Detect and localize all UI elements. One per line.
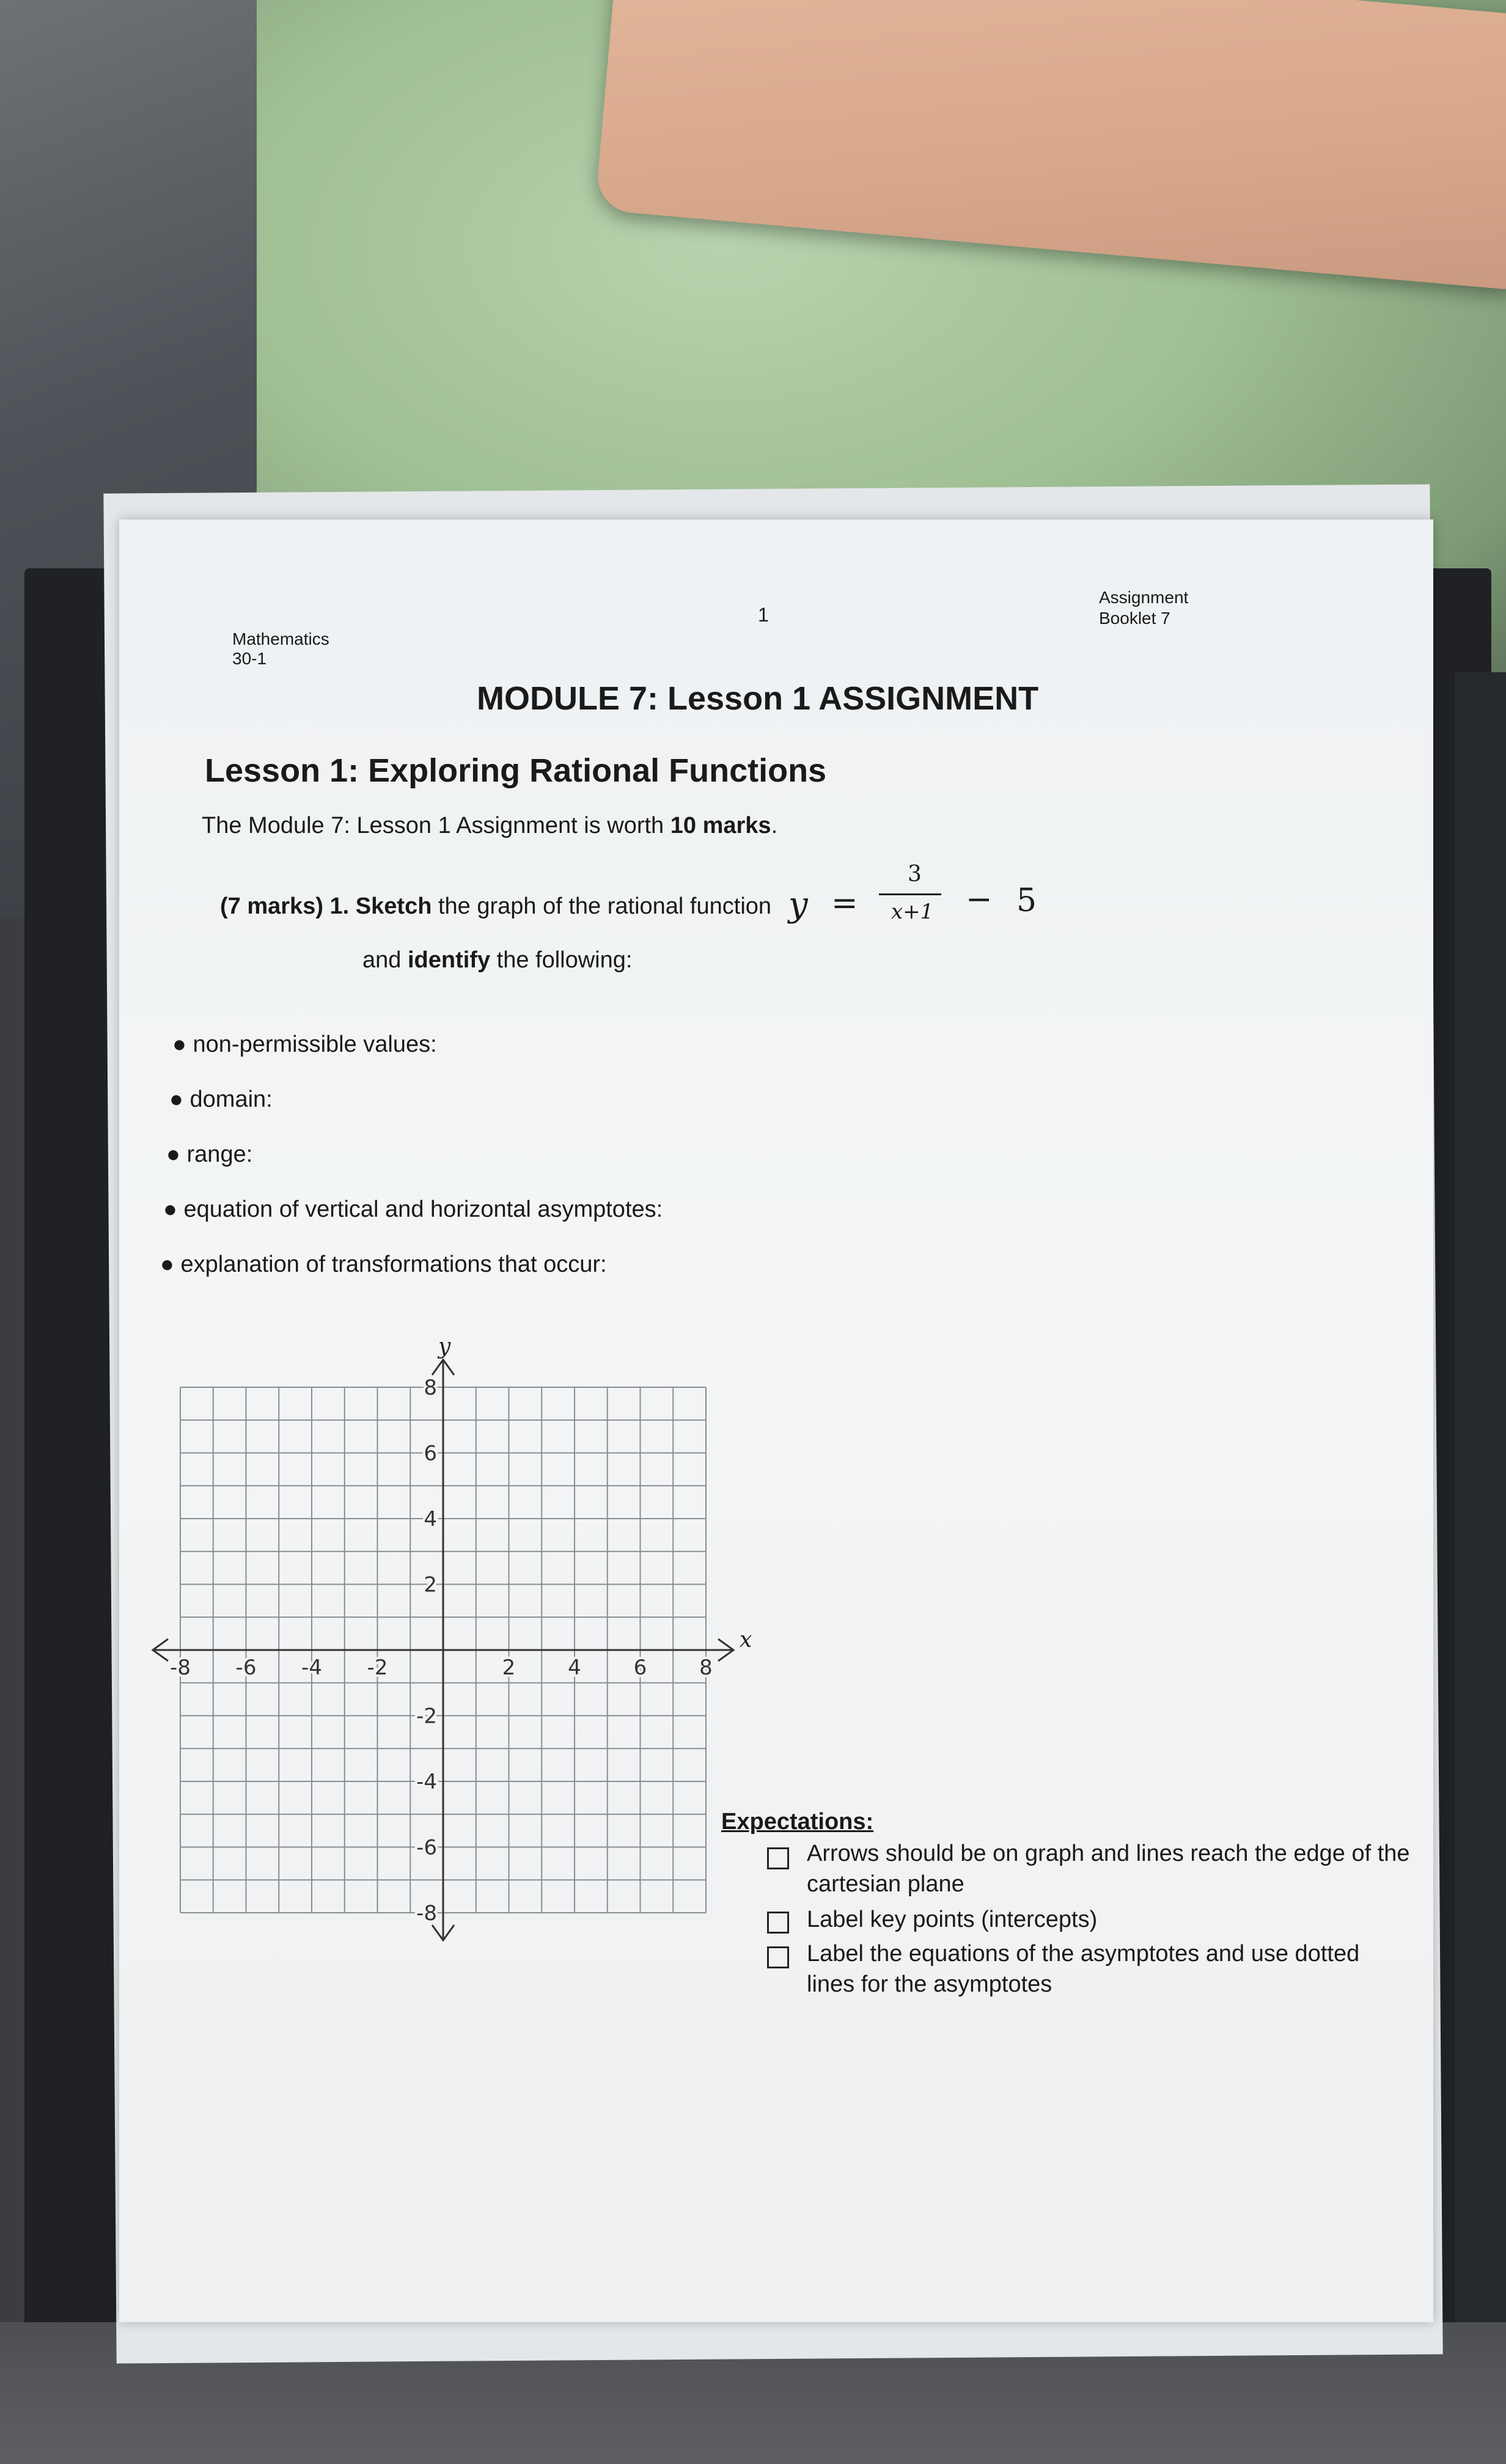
x-tick-label: 6 bbox=[633, 1656, 647, 1680]
bullet-range bbox=[166, 1142, 252, 1168]
assignment-page bbox=[119, 519, 1433, 2322]
x-tick-labels bbox=[170, 1656, 713, 1680]
bullet-text: explanation of transformations that occur: bbox=[180, 1252, 607, 1277]
bullet-dot: ● bbox=[172, 1032, 186, 1057]
y-tick-label: -8 bbox=[416, 1901, 437, 1926]
equation-denominator: x+1 bbox=[891, 900, 934, 924]
line2-bold: identify bbox=[407, 947, 491, 973]
bullet-text: range: bbox=[186, 1142, 253, 1167]
question-line2 bbox=[362, 947, 632, 974]
bullet-asymptotes bbox=[163, 1197, 663, 1223]
x-tick-label: -6 bbox=[235, 1656, 257, 1680]
x-tick-label: 8 bbox=[699, 1656, 713, 1680]
y-tick-label: -2 bbox=[416, 1704, 437, 1729]
x-tick-label: -4 bbox=[301, 1656, 322, 1680]
line2-suffix: the following: bbox=[490, 947, 633, 973]
booklet-label-line1: Assignment bbox=[1099, 588, 1189, 607]
worth-marks: 10 marks bbox=[670, 813, 771, 838]
expectation-3-line2: lines for the asymptotes bbox=[807, 1971, 1052, 1997]
x-tick-label: 2 bbox=[502, 1656, 516, 1680]
expectation-1-line1: Arrows should be on graph and lines reach the edge of the bbox=[807, 1841, 1410, 1866]
expectation-checkbox-1[interactable] bbox=[767, 1847, 789, 1869]
y-tick-label: -6 bbox=[416, 1835, 437, 1860]
equation-operator: − bbox=[966, 881, 993, 918]
course-code: 30-1 bbox=[232, 649, 267, 668]
expectation-checkbox-3[interactable] bbox=[767, 1946, 789, 1968]
y-axis-label: y bbox=[438, 1338, 451, 1359]
x-axis-label: x bbox=[740, 1627, 752, 1652]
question-marks: (7 marks) 1. bbox=[220, 893, 350, 919]
axes bbox=[153, 1360, 733, 1940]
y-tick-label: 6 bbox=[424, 1441, 437, 1466]
equation-lhs: y bbox=[788, 885, 808, 925]
equation-constant: 5 bbox=[1016, 882, 1037, 919]
line2-prefix: and bbox=[362, 947, 408, 973]
cartesian-graph[interactable] bbox=[128, 1338, 770, 2011]
bullet-dot: ● bbox=[169, 1087, 183, 1112]
lesson-title: Lesson 1: Exploring Rational Functions bbox=[205, 752, 827, 789]
page-number: 1 bbox=[758, 604, 769, 626]
worth-prefix: The Module 7: Lesson 1 Assignment is worth bbox=[202, 813, 670, 838]
course-name: Mathematics bbox=[232, 629, 329, 648]
bullet-text: equation of vertical and horizontal asymptotes: bbox=[183, 1197, 663, 1222]
bullet-dot: ● bbox=[160, 1252, 174, 1277]
question-1 bbox=[220, 893, 771, 920]
y-tick-label: 4 bbox=[424, 1507, 437, 1531]
bullet-text: non-permissible values: bbox=[193, 1032, 437, 1057]
x-tick-label: -8 bbox=[170, 1656, 191, 1680]
expectations-title: Expectations: bbox=[721, 1809, 874, 1835]
y-tick-label: -4 bbox=[416, 1770, 437, 1794]
background-edge bbox=[1455, 672, 1506, 2464]
expectation-3-line1: Label the equations of the asymptotes and use dotted bbox=[807, 1941, 1360, 1967]
bullet-dot: ● bbox=[163, 1197, 177, 1222]
fraction-bar bbox=[879, 893, 941, 895]
x-tick-label: 4 bbox=[568, 1656, 581, 1680]
y-tick-label: 2 bbox=[424, 1572, 437, 1597]
bullet-dot: ● bbox=[166, 1142, 180, 1167]
bullet-domain bbox=[169, 1087, 273, 1113]
question-verb: Sketch bbox=[355, 893, 432, 919]
question-text: the graph of the rational function bbox=[432, 893, 772, 919]
bullet-text: domain: bbox=[189, 1087, 273, 1112]
x-tick-label: -2 bbox=[367, 1656, 388, 1680]
module-title: MODULE 7: Lesson 1 ASSIGNMENT bbox=[477, 680, 1039, 717]
equation-equals: = bbox=[831, 885, 858, 922]
expectation-1-line2: cartesian plane bbox=[807, 1871, 964, 1897]
equation-numerator: 3 bbox=[908, 862, 922, 887]
y-tick-label: 8 bbox=[424, 1376, 437, 1400]
bullet-npv bbox=[172, 1032, 437, 1058]
assignment-worth bbox=[202, 813, 777, 839]
expectation-checkbox-2[interactable] bbox=[767, 1912, 789, 1934]
worth-suffix: . bbox=[771, 813, 778, 838]
booklet-label-line2: Booklet 7 bbox=[1099, 609, 1170, 628]
bullet-transformations bbox=[160, 1252, 607, 1278]
expectation-2-line1: Label key points (intercepts) bbox=[807, 1907, 1098, 1932]
